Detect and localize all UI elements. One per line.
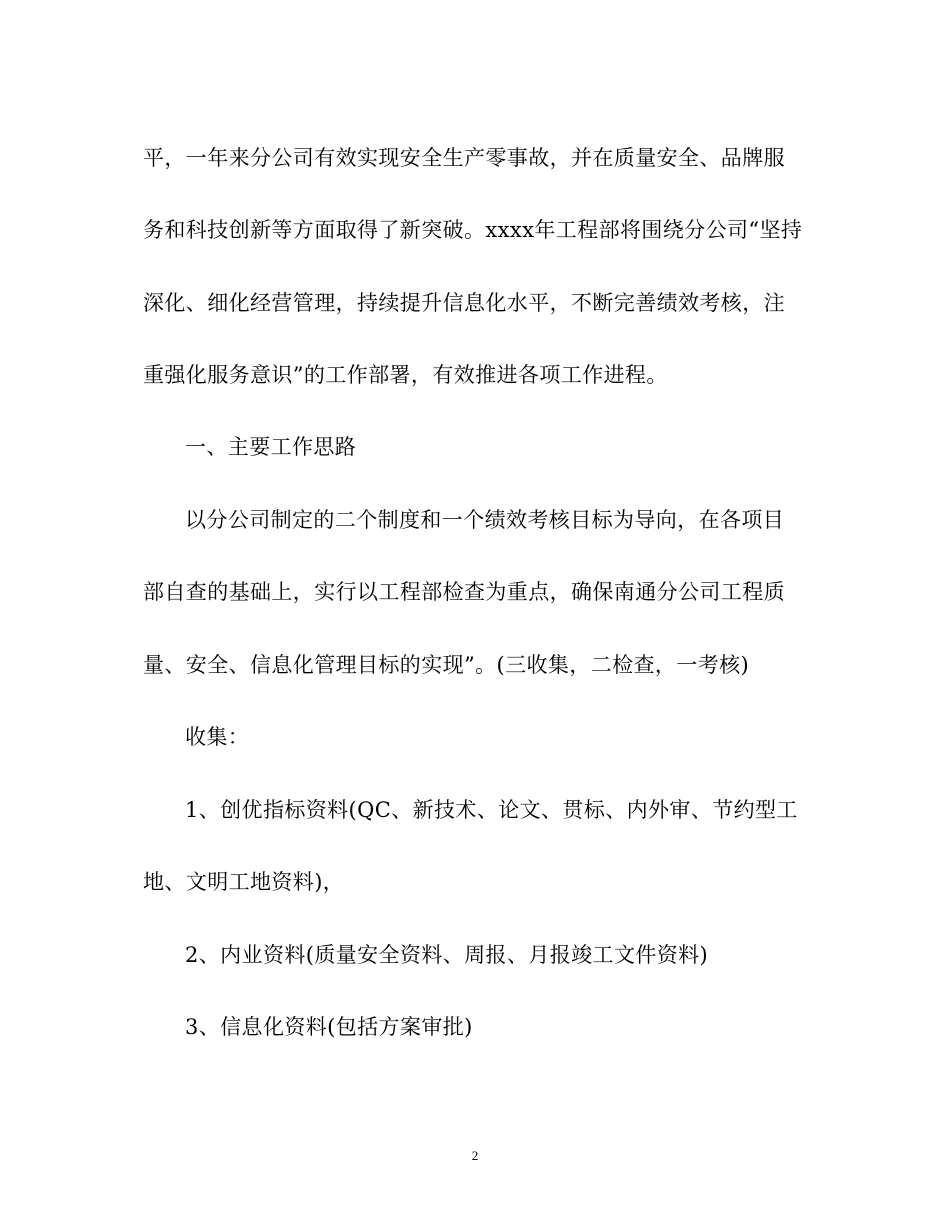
paragraph-line: 深化、细化经营管理，持续提升信息化水平，不断完善绩效考核，注 xyxy=(143,291,785,315)
page-number: 2 xyxy=(471,1148,479,1163)
subheading: 收集： xyxy=(185,725,250,749)
paragraph-line: 部自查的基础上，实行以工程部检查为重点，确保南通分公司工程质 xyxy=(143,580,785,604)
paragraph-line: 以分公司制定的二个制度和一个绩效考核目标为导向，在各项目 xyxy=(185,508,785,532)
paragraph-line: 平，一年来分公司有效实现安全生产零事故，并在质量安全、品牌服 xyxy=(143,146,785,170)
paragraph-line: 重强化服务意识”的工作部署，有效推进各项工作进程。 xyxy=(143,363,668,387)
paragraph-line: 务和科技创新等方面取得了新突破。xxxx年工程部将围绕分公司“坚持 xyxy=(143,218,803,242)
list-item: 1、创优指标资料(QC、新技术、论文、贯标、内外审、节约型工 xyxy=(185,798,798,822)
paragraph-line: 量、安全、信息化管理目标的实现”。(三收集，二检查，一考核) xyxy=(143,653,750,677)
list-item-continuation: 地、文明工地资料)， xyxy=(143,870,345,894)
list-item: 2、内业资料(质量安全资料、周报、月报竣工文件资料) xyxy=(185,943,709,967)
list-item: 3、信息化资料(包括方案审批) xyxy=(185,1015,473,1039)
section-heading: 一、主要工作思路 xyxy=(185,435,357,459)
